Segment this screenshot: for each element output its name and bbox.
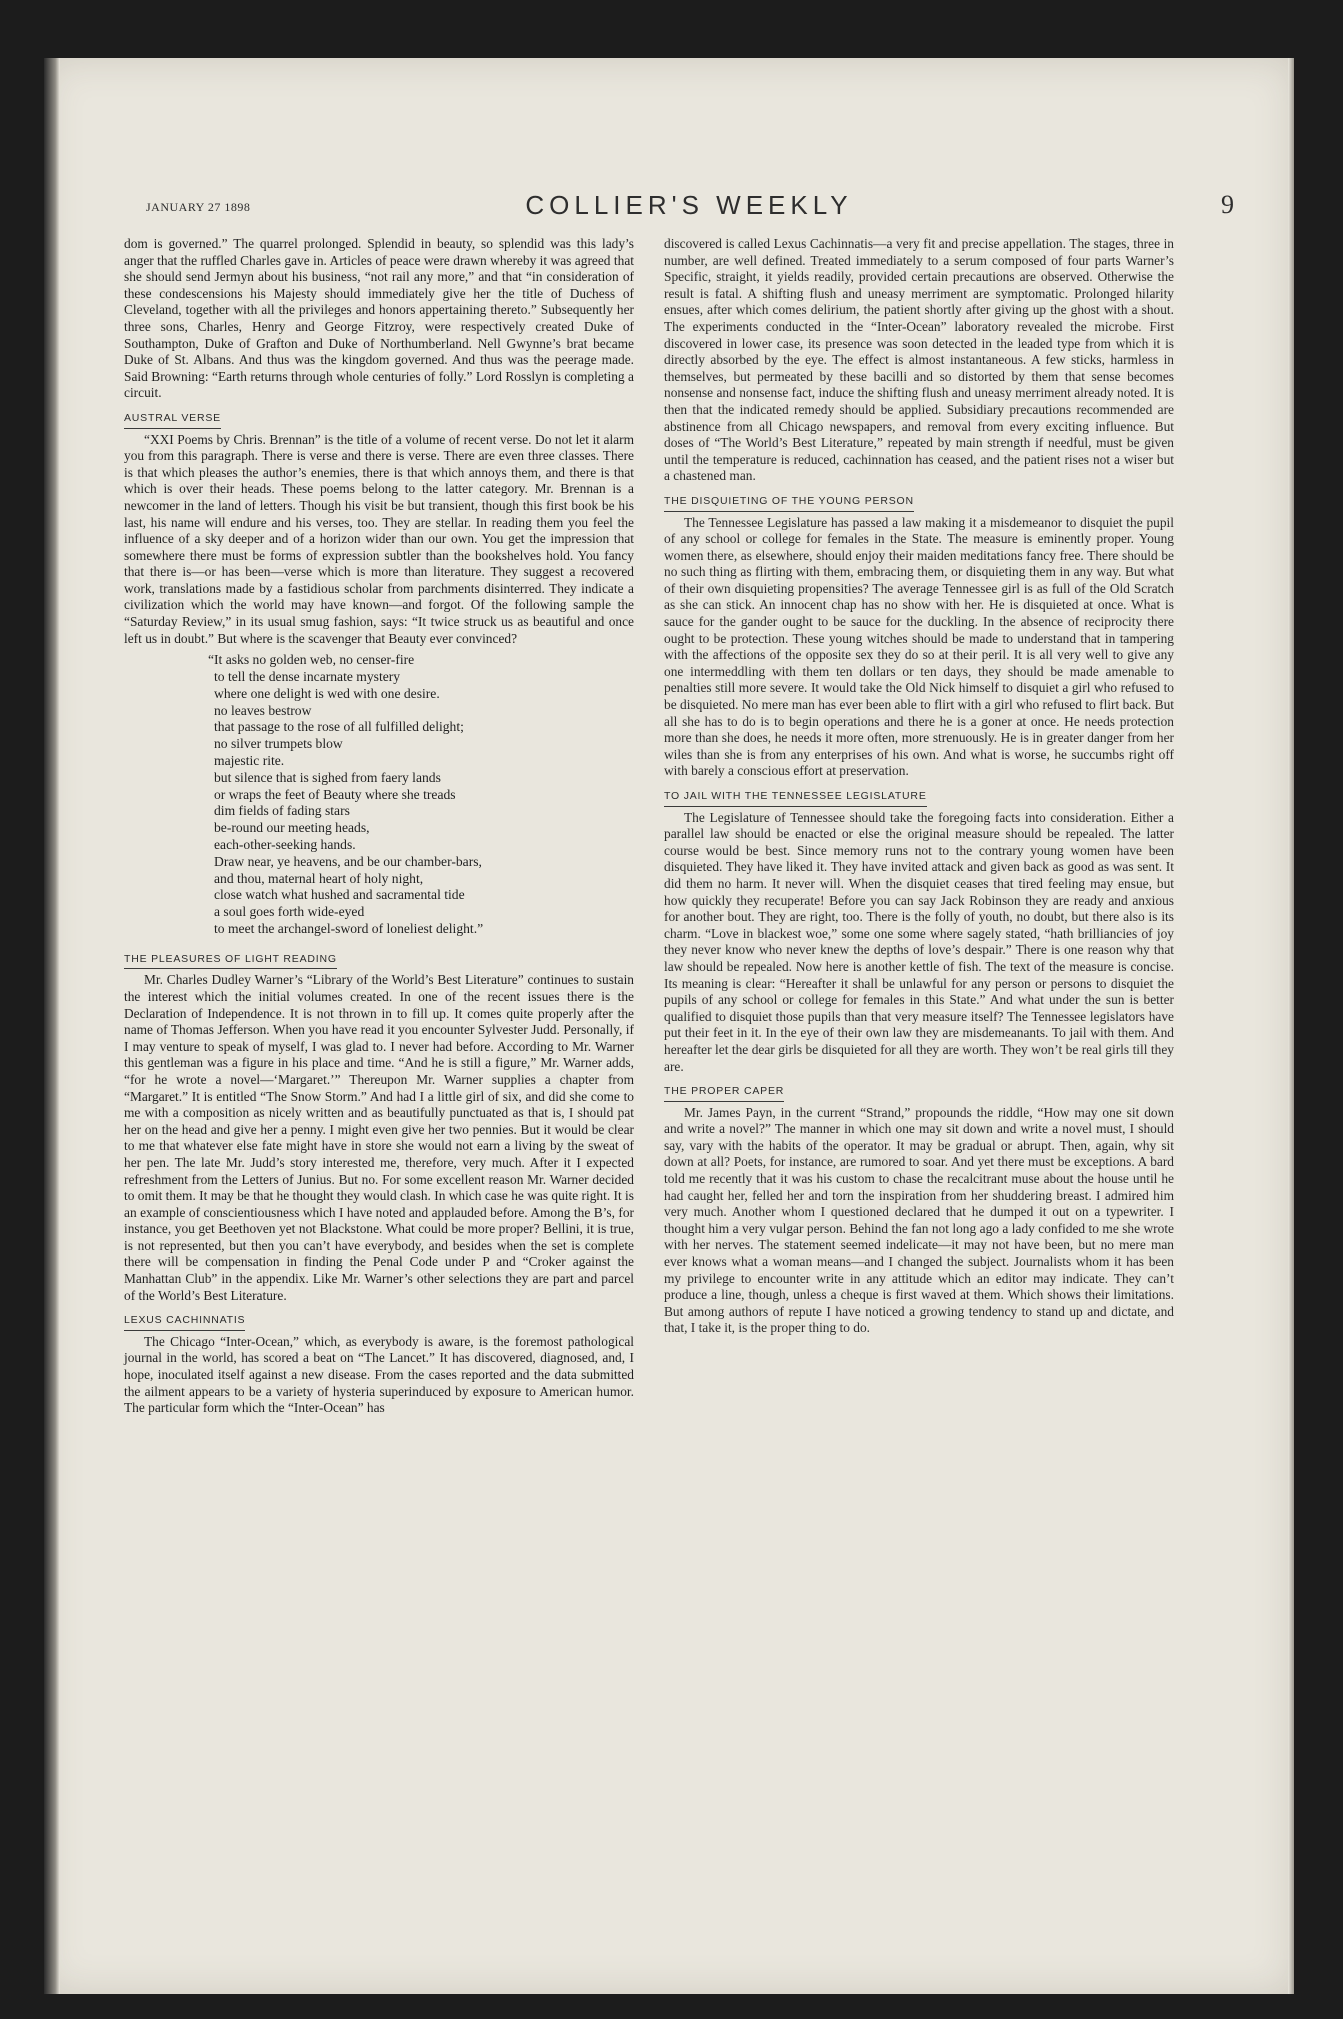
magazine-page bbox=[44, 58, 1294, 1994]
opening-paragraph: dom is governed.” The quarrel prolonged. Splendid in beauty, so splendid was this lady’s anger that the ruffled Charles gave in. Articles of peace were drawn whereby it was agreed that she should send Jermyn about his business, “not rail any more,” and that “in consideration of these condescensions his Majesty should immediately give her the title of Duchess of Cleveland, together with all the privileges and honors appertaining thereto.” Subsequently her three sons, Charles, Henry and George Fitzroy, were respectively created Duke of Southampton, Duke of Grafton and Duke of Northumberland. Nell Gwynne’s brat became Duke of St. Albans. And thus was the kingdom governed. And thus was the peerage made. Said Browning: “Earth returns through whole centuries of folly.” Lord Rosslyn is completing a circuit. bbox=[124, 236, 634, 401]
publication-title: COLLIER'S WEEKLY bbox=[525, 190, 853, 220]
page-binding-edge bbox=[44, 58, 60, 1994]
jail-paragraph: The Legislature of Tennessee should take the foregoing facts into consideration. Either a parallel law should be enacted or else the original measure should be repealed. The latter course would be best. Since memory runs not to the contrary young women have been disquieted. They have liked it. They have invited attack and given back as good as was sent. It did them no harm. It never will. When the disquiet ceases that tired feeling may ensue, but how quickly they recuperate! Before you can say Jack Robinson they are ready and anxious for another bout. They are right, too. There is the folly of youth, no doubt, but there also is its charm. “Love in blackest woe,” some one some where sagely stated, “hath brilliancies of joy they never know who never knew the depths of love’s despair.” There is one reason why that law should be repealed. Now here is another kettle of fish. The text of the measure is concise. Its meaning is clear: “Hereafter it shall be unlawful for any person or persons to disquiet the pupils of any school or college for females in this State.” And what under the sun is better qualified to disquiet those pupils than that very measure itself? The Tennessee legislators have put their feet in it. In the eye of their own law they are misdemeanants. To jail with them. And hereafter let the dear girls be disquieted for all they are worth. They won’t be real girls till they are. bbox=[664, 809, 1174, 1074]
poem-block bbox=[208, 652, 634, 938]
poem-line: majestic rite. bbox=[214, 753, 285, 769]
section-heading-austral-verse: AUSTRAL VERSE bbox=[124, 410, 221, 429]
poem-line: to tell the dense incarnate mystery bbox=[214, 669, 401, 685]
poem-line: a soul goes forth wide-eyed bbox=[214, 904, 365, 920]
poem-line: that passage to the rose of all fulfilled delight; bbox=[214, 719, 464, 735]
section-heading-proper-caper: THE PROPER CAPER bbox=[664, 1083, 784, 1102]
poem-line: and thou, maternal heart of holy night, bbox=[214, 870, 424, 886]
poem-line: “It asks no golden web, no censer-fire bbox=[208, 652, 415, 668]
right-column bbox=[664, 236, 1174, 1337]
section-heading-jail: TO JAIL WITH THE TENNESSEE LEGISLATURE bbox=[664, 788, 927, 807]
issue-date: JANUARY 27 1898 bbox=[146, 200, 251, 214]
proper-caper-paragraph: Mr. James Payn, in the current “Strand,” propounds the riddle, “How may one sit down and write a novel?” The manner in which one may sit down and write a novel must, I should say, vary with the habits of the operator. It may be gradual or abrupt. Then, again, why sit down at all? Poets, for instance, are rumored to soar. And yet there must be exceptions. A bard told me recently that it was his custom to chase the recalcitrant muse about the house until he had caught her, felled her and torn the inspiration from her shuddering breast. I admired him very much. Another whom I questioned declared that he dumped it out on a typewriter. I thought him a very vulgar person. Behind the fan not long ago a lady confided to me she wrote with her nerves. The statement seemed indelicate—it may not have been, but no mere man ever knows what a woman means—and I changed the subject. Journalists whom it has been my privilege to encounter write in any attitude which an editor may indicate. They can’t produce a line, though, unless a cheque is first waved at them. Which shows their limitations. But among authors of repute I have noticed a growing tendency to stand up and dictate, and that, I take it, is the proper thing to do. bbox=[664, 1104, 1174, 1336]
light-reading-paragraph: Mr. Charles Dudley Warner’s “Library of the World’s Best Literature” continues to sustain the interest which the initial volumes created. In one of the recent issues there is the Declaration of Independence. It is not thrown in to fill up. It comes quite properly after the name of Thomas Jefferson. When you have read it you encounter Sylvester Judd. Personally, if I may venture to speak of myself, I was glad to. I never had before. According to Mr. Warner this gentleman was a figure in his place and time. “And he is still a figure,” Mr. Warner adds, “for he wrote a novel—‘Margaret.’” Thereupon Mr. Warner supplies a chapter from “Margaret.” It is entitled “The Snow Storm.” And had I a little girl of six, and did she come to me with a composition as nicely written and as beautifully punctuated as that is, I should pat her on the head and give her a penny. I might even give her two pennies. But it would be clear to me that whatever else fate might have in store she would not earn a living by the sweat of her pen. The late Mr. Judd’s story interested me, therefore, very much. After it I expected refreshment from the Letters of Junius. But no. For some excellent reason Mr. Warner decided to omit them. It may be that he thought they would clash. In which case he was quite right. It is an example of conscientiousness which I have noted and applauded before. Among the B’s, for instance, you get Beethoven yet not Blackstone. What could be more proper? Bellini, it is true, is not represented, but then you can’t have everybody, and besides when the set is complete there will be compensation in finding the Penal Code under P and “Croker against the Manhattan Club” in the appendix. Like Mr. Warner’s other selections they are part and parcel of the World’s Best Literature. bbox=[124, 972, 634, 1303]
masthead bbox=[134, 190, 1244, 230]
poem-line: no leaves bestrow bbox=[214, 702, 312, 718]
lexus-cachinnatis-paragraph: The Chicago “Inter-Ocean,” which, as everybody is aware, is the foremost pathological journal in the world, has scored a beat on “The Lancet.” It has discovered, diagnosed, and, I hope, inoculated itself against a new disease. From the cases reported and the data submitted the ailment appears to be a variety of hysteria superinduced by exposure to American humor. The particular form which the “Inter-Ocean” has bbox=[124, 1333, 634, 1416]
section-heading-lexus-cachinnatis: LEXUS CACHINNATIS bbox=[124, 1312, 245, 1331]
poem-line: no silver trumpets blow bbox=[214, 736, 343, 752]
poem-line: but silence that is sighed from faery lands bbox=[214, 769, 441, 785]
page-right-edge bbox=[1288, 58, 1294, 1994]
disquieting-paragraph: The Tennessee Legislature has passed a law making it a misdemeanor to disquiet the pupil of any school or college for females in the State. The measure is eminently proper. Young women there, as elsewhere, should enjoy their maiden meditations fancy free. There should be no such thing as flirting with them, embracing them, or disquieting them in any way. But what of their own disquieting propensities? The average Tennessee girl is as full of the Old Scratch as she can stick. An innocent chap has no show with her. He is disquieted at once. What is sauce for the gander ought to be sauce for the duckling. In the absence of reciprocity there ought to be protection. These young witches should be made to understand that in tampering with the affections of the opposite sex they do so at their peril. It is all very well to give any one intermeddling with them ten dollars or ten days, they should be made amenable to penalties still more severe. It would take the Old Nick himself to disquiet a girl who refused to be disquieted. No mere man has ever been able to flirt with a girl who refused to flirt back. But all she has to do is to begin operations and there he is a goner at once. He needs protection more than she does, he needs it more often, more strenuously. He is in greater danger from her wiles than she is from any enterprises of his own. And what is worse, he succumbs right off with barely a conscious effort at preservation. bbox=[664, 514, 1174, 779]
section-heading-light-reading: THE PLEASURES OF LIGHT READING bbox=[124, 951, 337, 970]
poem-line: close watch what hushed and sacramental tide bbox=[214, 887, 465, 903]
poem-line: each-other-seeking hands. bbox=[214, 837, 356, 853]
lexus-continued-paragraph: discovered is called Lexus Cachinnatis—a very fit and precise appellation. The stages, three in number, are well defined. Treated immediately to a serum composed of four parts Warner’s Specific, straight, it yields readily, provided certain precautions are observed. Otherwise the result is fatal. A shifting flush and uneasy merriment are symptomatic. Prolonged hilarity ensues, after which comes delirium, the patient shortly after giving up the ghost with a shout. The experiments conducted in the “Inter-Ocean” laboratory revealed the microbe. First discovered in lower case, its presence was soon detected in the leaded type from which it is directly absorbed by the eye. The effect is almost instantaneous. A few sticks, harmless in themselves, but permeated by these bacilli and so distorted by them that sense becomes nonsense and nonsense fact, induce the shifting flush and uneasy merriment already noted. It is then that the indicated remedy should be applied. Subsidiary precautions recommended are abstinence from all Chicago newspapers, and removal from every exciting influence. But doses of “The World’s Best Literature,” repeated by main strength if needful, must be given until the temperature is reduced, cachinnation has ceased, and the patient rises not a wiser but a chastened man. bbox=[664, 236, 1174, 484]
section-heading-disquieting: THE DISQUIETING OF THE YOUNG PERSON bbox=[664, 493, 914, 512]
poem-line: or wraps the feet of Beauty where she treads bbox=[214, 786, 456, 802]
page-number: 9 bbox=[1221, 190, 1234, 219]
poem-line: dim fields of fading stars bbox=[214, 803, 350, 819]
poem-line: to meet the archangel-sword of loneliest delight.” bbox=[214, 921, 484, 936]
poem-line: be-round our meeting heads, bbox=[214, 820, 370, 836]
left-column bbox=[124, 236, 634, 1417]
austral-verse-paragraph: “XXI Poems by Chris. Brennan” is the title of a volume of recent verse. Do not let it alarm you from this paragraph. There is verse and there is verse. There are even three classes. There is that which pleases the author’s enemies, there is that which annoys them, and there is that which is over their heads. These poems belong to the latter category. Mr. Brennan is a newcomer in the land of letters. Though his visit be but transient, though this first book be his last, his name will endure and his verses, too. They are stellar. In reading them you feel the influence of a sky deeper and of a horizon wider than our own. You get the impression that somewhere there must be forms of expression subtler than the bookshelves hold. You fancy that there is—or has been—verse which is more than literature. They suggest a recovered work, translations made by a fastidious scholar from parchments disinterred. They indicate a civilization which the world may have known—and forgot. Of the following sample the “Saturday Review,” in its usual smug fashion, says: “It twice struck us as beautiful and once left us in doubt.” But where is the scavenger that Beauty ever convinced? bbox=[124, 431, 634, 646]
poem-line: Draw near, ye heavens, and be our chamber-bars, bbox=[214, 853, 482, 869]
poem-line: where one delight is wed with one desire. bbox=[214, 685, 440, 701]
